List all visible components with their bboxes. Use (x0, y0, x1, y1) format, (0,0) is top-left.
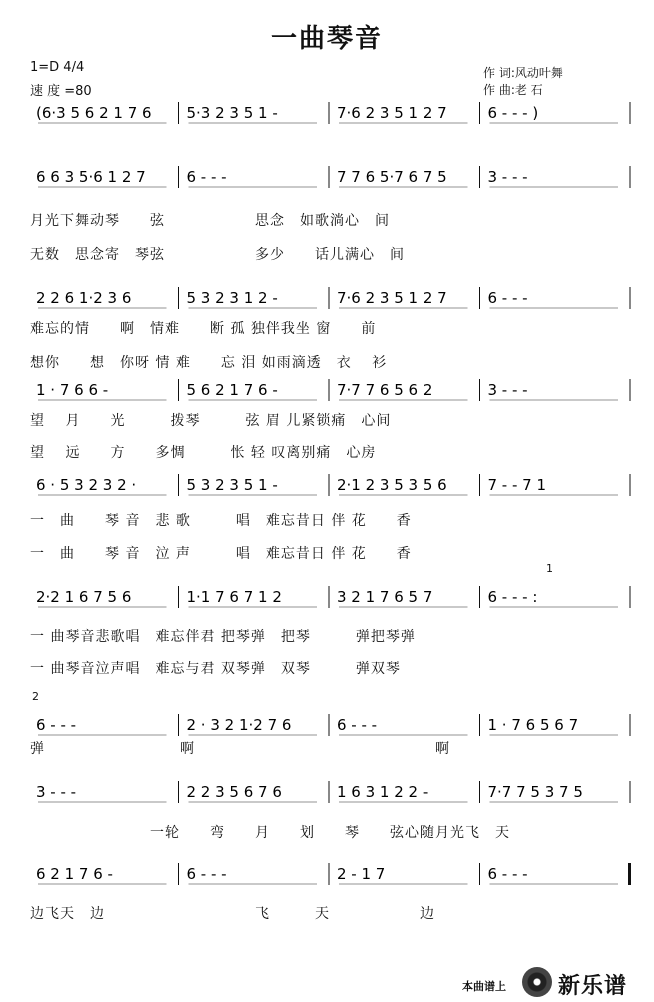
measure-notes: 1·1 7 6 7 1 2 (186, 588, 282, 606)
measure-notes: 7 - - 7 1 (487, 476, 547, 494)
measure-notes: 3 - - - (487, 381, 528, 399)
measure-notes: 2·1 2 3 5 3 5 6 (337, 476, 447, 494)
measure-notes: 1 · 7 6 5 6 7 (487, 716, 579, 734)
song-title: 一曲琴音 (270, 24, 383, 54)
measure-notes: 2·2 1 6 7 5 6 (36, 588, 132, 606)
composer: 作 曲:老 石 (483, 83, 543, 97)
measure-notes: 6 - - - (186, 865, 227, 883)
measure-notes: 1 · 7 6 6 - (36, 381, 109, 399)
record-disc-icon (522, 967, 552, 997)
volta-2-mark: 2 (32, 690, 39, 703)
measure-notes: 7 7 6 5·7 6 7 5 (337, 168, 447, 186)
measure-notes: 2 - 1 7 (337, 865, 386, 883)
lyricist: 作 词:风动叶舞 (483, 66, 563, 80)
measure-notes: 7·6 2 3 5 1 2 7 (337, 104, 447, 122)
lyric-line-3a: 望 月 光 拨琴 弦 眉 儿紧锁痛 心间 (30, 413, 392, 429)
measure-notes: 6 · 5 3 2 3 2 · (36, 476, 137, 494)
measure-notes: 3 2 1 7 6 5 7 (337, 588, 433, 606)
measure-notes: (6·3 5 6 2 1 7 6 (36, 104, 152, 122)
measure-notes: 6 - - - (186, 168, 227, 186)
measure-notes: 3 - - - (487, 168, 528, 186)
measure-notes: 7·7 7 5 3 7 5 (487, 783, 583, 801)
measure-notes: 6 - - - : (487, 588, 538, 606)
key-signature: 1=D 4/4 (30, 60, 85, 75)
lyric-line-4a: 一 曲 琴 音 悲 歌 唱 难忘昔日 伴 花 香 (30, 513, 412, 529)
measure-notes: 7·7 7 6 5 6 2 (337, 381, 433, 399)
lyric-line-3b: 望 远 方 多惆 怅 轻 叹离别痛 心房 (30, 445, 377, 461)
lyric-line-8: 边飞天 边 飞 天 边 (30, 906, 435, 922)
measure-notes: 6 - - - (487, 289, 528, 307)
lyric-line-5b: 一 曲琴音泣声唱 难忘与君 双琴弹 双琴 弹双琴 (30, 661, 401, 677)
measure-notes: 1 6 3 1 2 2 - (337, 783, 429, 801)
measure-notes: 6 - - - (36, 716, 77, 734)
measure-notes: 2 2 3 5 6 7 6 (186, 783, 282, 801)
watermark-brand: 新乐谱 (558, 974, 628, 999)
lyric-line-7: 一轮 弯 月 划 琴 弦心随月光飞 天 (30, 825, 510, 841)
measure-notes: 6 - - - (337, 716, 378, 734)
volta-1-mark: 1 (546, 562, 553, 575)
measure-notes: 2 2 6 1·2 3 6 (36, 289, 132, 307)
measure-notes: 2 · 3 2 1·2 7 6 (186, 716, 292, 734)
lyric-line-6: 弹 啊 啊 (30, 741, 450, 757)
lyric-line-5a: 一 曲琴音悲歌唱 难忘伴君 把琴弹 把琴 弹把琴弹 (30, 629, 416, 645)
measure-notes: 3 - - - (36, 783, 77, 801)
measure-notes: 5·3 2 3 5 1 - (186, 104, 278, 122)
lyric-line-1b: 无数 思念寄 琴弦 多少 话儿满心 间 (30, 247, 405, 263)
measure-notes: 6 6 3 5·6 1 2 7 (36, 168, 146, 186)
measure-notes: 5 6 2 1 7 6 - (186, 381, 278, 399)
measure-notes: 6 2 1 7 6 - (36, 865, 113, 883)
tempo: 速 度 =80 (30, 84, 92, 99)
measure-notes: 5 3 2 3 5 1 - (186, 476, 278, 494)
lyric-line-4b: 一 曲 琴 音 泣 声 唱 难忘昔日 伴 花 香 (30, 546, 412, 562)
watermark-logo (462, 965, 652, 999)
lyric-line-2a: 难忘的情 啊 情难 断 孤 独伴我坐 窗 前 (30, 321, 377, 337)
measure-notes: 7·6 2 3 5 1 2 7 (337, 289, 447, 307)
lyric-line-1a: 月光下舞动琴 弦 思念 如歌淌心 间 (30, 213, 390, 229)
final-barline (628, 863, 631, 885)
measure-notes: 6 - - - (487, 865, 528, 883)
watermark-prefix: 本曲谱上 (462, 980, 506, 993)
lyric-line-2b: 想你 想 你呀 情 难 忘 泪 如雨滴透 衣 衫 (30, 355, 388, 371)
measure-notes: 6 - - - ) (487, 104, 539, 122)
measure-notes: 5 3 2 3 1 2 - (186, 289, 278, 307)
